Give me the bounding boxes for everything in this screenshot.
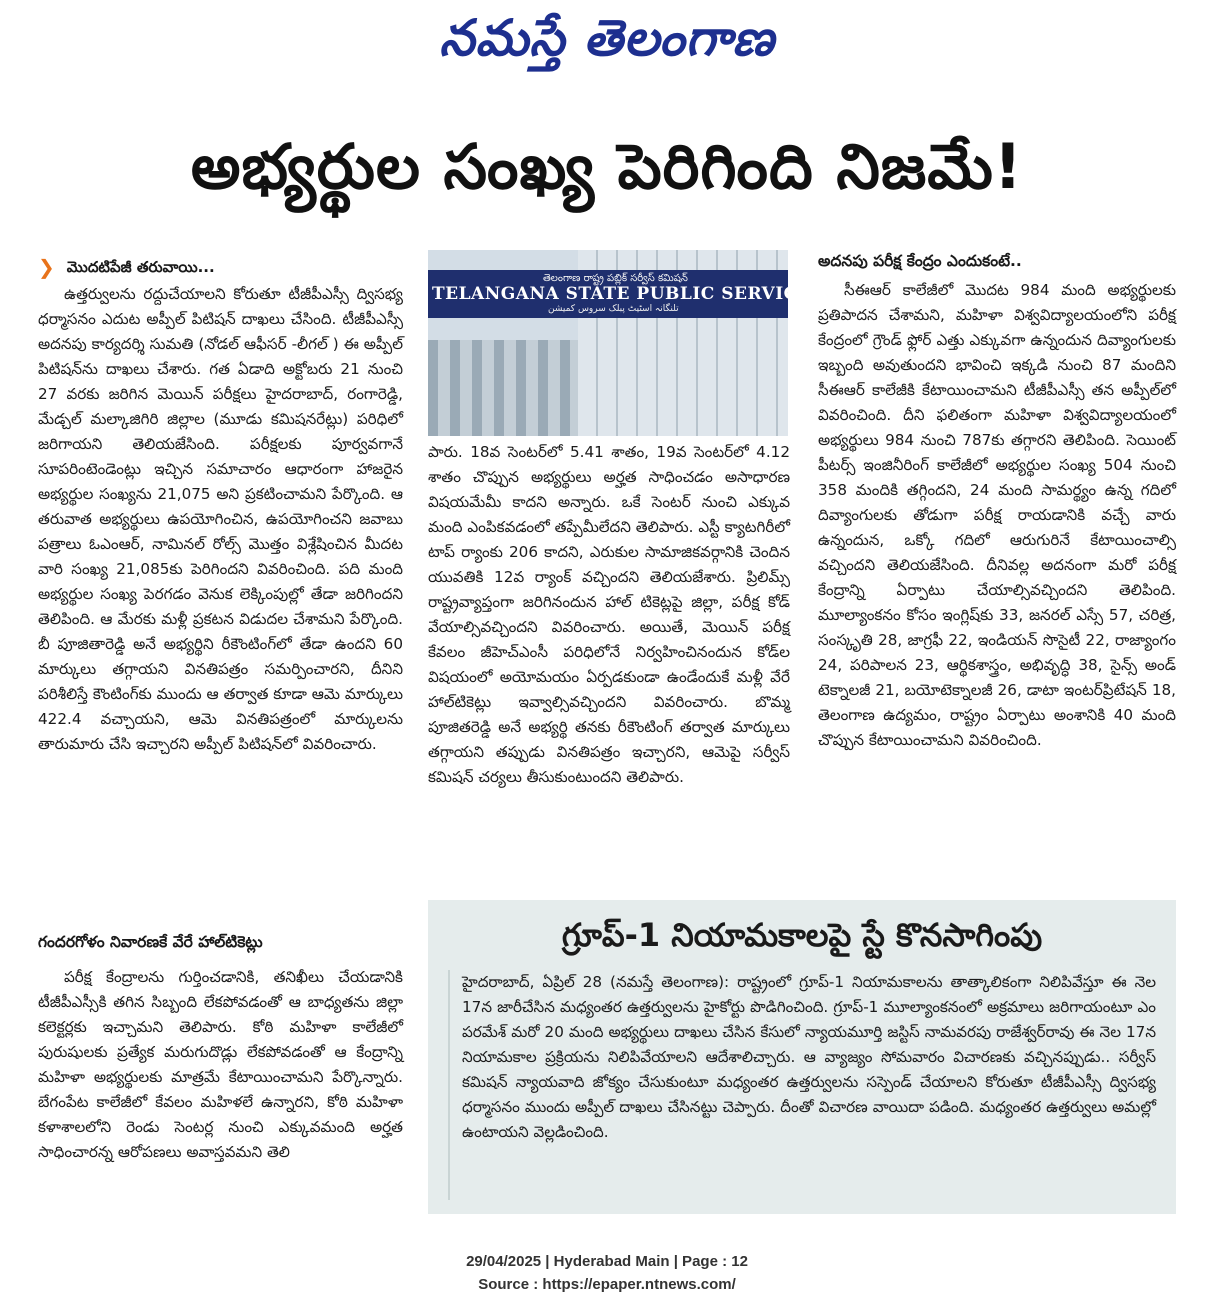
headline: అభ్యర్థుల సంఖ్య పెరిగింది నిజమే! [190, 130, 1024, 203]
footer-date-edition: 29/04/2025 | Hyderabad Main | Page : 12 [466, 1253, 748, 1270]
photo-signboard [428, 270, 886, 318]
box-body-text: హైదరాబాద్, ఏప్రిల్ 28 (నమస్తే తెలంగాణ): రాష్ట్రంలో గ్రూప్-1 నియామకాలను తాత్కాలికంగా నిలిపివేస్తూ ఈ నెల 17న జారీచేసిన మధ్యంతర ఉత్తర్వులను హైకోర్టు పొడిగించింది. గ్రూప్-1 మూల్యాంకనంలో అక్రమాలు జరిగాయంటూ ఎం పరమేశ్ మరో 20 మంది అభ్యర్థులు దాఖలు చేసిన కేసులో న్యాయమూర్తి జస్టిస్ నామవరపు రాజేశ్వర్‌రావు ఈ నెల 17న నియామకాల ప్రక్రియను నిలిపివేయాలని ఆదేశాలిచ్చారు. ఆ వ్యాజ్యం సోమవారం విచారణకు వచ్చినప్పుడు.. సర్వీస్ కమిషన్ న్యాయవాది జోక్యం చేసుకుంటూ మధ్యంతర ఉత్తర్వులను సస్పెండ్ చేయాలని కోరుతూ టీజీపీఎస్సీ ద్విసభ్య ధర్మాసనం ముందు అప్పీల్ దాఖలు చేసినట్టు చెప్పారు. దీంతో విచారణ వాయిదా పడింది. మధ్యంతర ఉత్తర్వులు అమల్లో ఉంటాయని వెల్లడించింది. [462, 973, 1156, 1141]
page-footer [0, 1250, 1214, 1296]
chevron-right-icon: ❯ [38, 255, 55, 279]
sign-english-text: TELANGANA STATE PUBLIC SERVICE COMM [432, 284, 886, 304]
article-paragraph: పారు. 18వ సెంటర్‌లో 5.41 శాతం, 19వ సెంటర్‌లో 4.12 శాతం చొప్పున అభ్యర్థులు అర్హత సాధించడం అసాధారణ విషయమేమీ కాదని అన్నారు. ఒకే సెంటర్ నుంచి ఎక్కువ మంది ఎంపికవడంలో తప్పేమీలేదని తెలిపారు. ఎస్టీ క్యాటగిరీలో టాప్ ర్యాంకు 206 కాదని, ఎరుకుల సామాజికవర్గానికి చెందిన యువతికి 12వ ర్యాంక్ వచ్చిందని తెలియజేశారు. ప్రిలిమ్స్ రాష్ట్రవ్యాప్తంగా జరిగినందున హాల్ టికెట్లపై జిల్లా, పరీక్ష కోడ్ వేయాల్సివచ్చిందని వివరించారు. అయితే, మెయిన్ పరీక్ష కేవలం జీహెచ్ఎంసీ పరిధిలోనే నిర్వహించినందున కోడ్‌ల విషయంలో అయోమయం ఏర్పడకుండా ఉండేందుకే మళ్లీ వేరే హాల్‌టికెట్లు ఇవ్వాల్సివచ్చిందని వివరించారు. బొమ్మ పూజితరెడ్డి అనే అభ్యర్థి తనకు రీకౌంటింగ్ తర్వాత మార్కులు తగ్గాయని తప్పుడు వినతిపత్రం ఇచ్చారని, ఆమెపై సర్వీస్ కమిషన్ చర్యలు తీసుకుంటుందని తెలిపారు. [428, 443, 790, 786]
article-column-3 [818, 278, 1176, 753]
sign-urdu-text: تلنگانہ اسٹیٹ پبلک سروس کمیشن [548, 304, 679, 314]
article-column-2 [428, 440, 790, 790]
footer-source: Source : https://epaper.ntnews.com/ [478, 1276, 736, 1293]
section-subhead: గందరగోళం నివారణకే వేరే హాల్‌టికెట్లు [38, 933, 263, 951]
kicker-label: మొదటిపేజీ తరువాయి... [66, 258, 215, 276]
article-paragraph: ఉత్తర్వులను రద్దుచేయాలని కోరుతూ టీజీపీఎస్సీ ద్విసభ్య ధర్మాసనం ఎదుట అప్పీల్ పిటిషన్ దాఖలు చేసింది. టీజీపీఎస్సీ అదనపు కార్యదర్శి సుమతి (నోడల్ ఆఫీసర్ -లీగల్ ) ఈ అప్పీల్ పిటిషన్‌ను దాఖలు చేశారు. గత ఏడాది అక్టోబరు 21 నుంచి 27 వరకు జరిగిన మెయిన్ పరీక్షలు హైదరాబాద్, రంగారెడ్డి, మేడ్చల్ మల్కాజిగిరి జిల్లాల (మూడు కమిషనరేట్లు) పరిధిలో జరిగాయని తెలియజేసింది. పరీక్షలకు పూర్వవగానే సూపరింటెండెంట్లు ఇచ్చిన సమాచారం ఆధారంగా హాజరైన అభ్యర్థుల సంఖ్యను 21,075 అని ప్రకటించామని పేర్కొంది. ఆ తరువాత అభ్యర్థులు ఉపయోగించిన, ఉపయోగించని జవాబు పత్రాలు ఓఎంఆర్, నామినల్ రోల్స్ మొత్తం విశ్లేషించిన మీదట వారి సంఖ్య 21,085కు పెరిగిందని వివరించింది. పది మంది అభ్యర్థుల సంఖ్య పెరగడం వెనుక లెక్కింపుల్లో తేడా జరిగిందని తెలిపింది. ఆ మేరకు మళ్లీ ప్రకటన విడుదల చేశామని పేర్కొంది. బీ పూజితారెడ్డి అనే అభ్యర్థిని రీకౌంటింగ్‌లో తేడా ఉందని 60 మార్కులు తగ్గాయని వినతిపత్రం సమర్పించారని, దీనిని పరిశీలిస్తే కౌంటింగ్‌కు ముందు ఆ తర్వాత కూడా ఆమె మార్కులు 422.4 వచ్చాయని, ఆమె వినతిపత్రంలో మార్కులను తారుమారు చేసి ఇచ్చారని అప్పీల్ పిటిషన్‌లో వివరించారు. [38, 285, 403, 753]
section-subhead: అదనపు పరీక్ష కేంద్రం ఎందుకంటే.. [818, 252, 1022, 270]
article-column-1 [38, 255, 403, 757]
photo-building-left [428, 340, 578, 436]
tgpsc-building-photo [428, 250, 886, 436]
continuation-kicker [38, 255, 403, 280]
sidebar-news-box [428, 900, 1176, 1214]
masthead-logo: నమస్తే తెలంగాణ [439, 8, 775, 67]
article-paragraph: సీఈఆర్ కాలేజీలో మొదట 984 మంది అభ్యర్థులకు ప్రతిపాదన చేశామని, మహిళా విశ్వవిద్యాలయంలోని పరీక్ష కేంద్రంలో గ్రౌండ్ ఫ్లోర్ ఎత్తు ఎక్కువగా ఉన్నందున దివ్యాంగులకు ఇబ్బంది అవుతుందని భావించి ఇక్కడి నుంచి 87 మందిని సీఈఆర్ కాలేజీకి కేటాయించామని టీజీపీఎస్సీ తన అప్పీల్‌లో వివరించింది. దీని ఫలితంగా మహిళా విశ్వవిద్యాలయంలో అభ్యర్థులు 984 నుంచి 787కు తగ్గారని తెలిపింది. సెయింట్ పీటర్స్ ఇంజినీరింగ్ కాలేజీలో అభ్యర్థుల సంఖ్య 504 నుంచి 358 మందికి తగ్గిందని, 24 మంది సామర్థ్యం ఉన్న గదిలో దివ్యాంగులకు తోడుగా పరీక్ష రాయడానికి వచ్చే వారు ఉన్నందున, ఒక్కో గదిలో ఆరుగురినే కేటాయించాల్సి వచ్చిందని తెలియజేసింది. దీనివల్ల అదనంగా మరో పరీక్ష కేంద్రాన్ని ఏర్పాటు చేయాల్సివచ్చిందని తెలిపింది. మూల్యాంకనం కోసం ఇంగ్లిష్‌కు 33, జనరల్ ఎస్సే 57, చరిత్ర, సంస్కృతి 28, జాగ్రఫీ 22, ఇండియన్ సొసైటీ 22, రాజ్యాంగం 24, పరిపాలన 23, ఆర్థికశాస్త్రం, అభివృద్ధి 38, సైన్స్ అండ్ టెక్నాలజీ 21, బయోటెక్నాలజీ 26, డాటా ఇంటర్‌ప్రిటేషన్ 18, తెలంగాణ ఉద్యమం, రాష్ట్రం ఏర్పాటు అంశానికి 40 మంది చొప్పున కేటాయించామని వివరించింది. [818, 281, 1176, 749]
article-column-1-lower [38, 965, 403, 1165]
article-paragraph: పరీక్ష కేంద్రాలను గుర్తించడానికి, తనిఖీలు చేయడానికి టీజీపీఎస్సీకి తగిన సిబ్బంది లేకపోవడంతో ఆ బాధ్యతను జిల్లా కలెక్టర్లకు ఇచ్చామని తెలిపారు. కోఠి మహిళా కాలేజీలో పురుషులకు ప్రత్యేక మరుగుదొడ్లు లేకపోవడంతో ఆ కేంద్రాన్ని మహిళా అభ్యర్థులకు మాత్రమే కేటాయించామని పేర్కొన్నారు. బేగంపేట కాలేజీలో కేవలం మహిళలే ఉన్నారని, కోఠి మహిళా కళాశాలలోని రెండు సెంటర్ల నుంచి ఎక్కువమంది అర్హత సాధించారన్న ఆరోపణలు అవాస్తవమని తెలి [38, 968, 403, 1161]
box-divider [448, 970, 450, 1200]
sign-telugu-text: తెలంగాణ రాష్ట్ర పబ్లిక్ సర్వీస్ కమిషన్ [543, 273, 688, 284]
box-headline: గ్రూప్-1 నియామకాలపై స్టే కొనసాగింపు [561, 916, 1043, 954]
